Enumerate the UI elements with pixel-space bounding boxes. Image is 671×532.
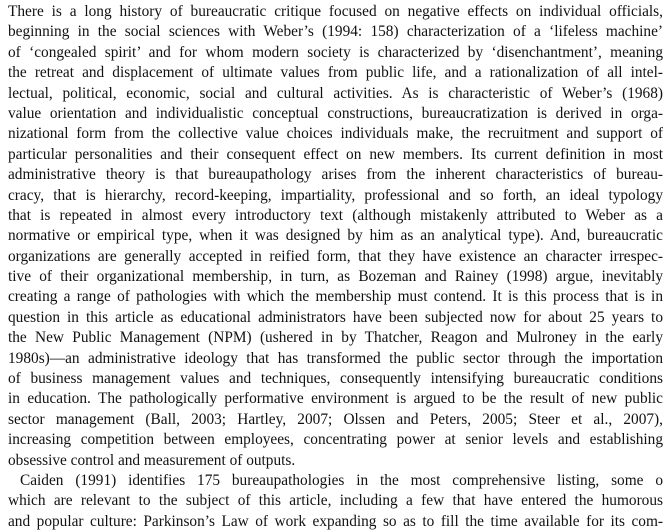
text-line: increasing competition between employees, concentrating power at senior levels and establishing — [8, 431, 663, 449]
text-line: and popular culture: Parkinson’s Law of work expanding so as to fill the time available for its com- — [8, 512, 663, 530]
text-line: the New Public Management (NPM) (ushered in by Thatcher, Reagon and Mulroney in the early — [8, 329, 663, 347]
text-line: nizational form from the collective value choices individuals make, the recruitment and support of — [8, 125, 663, 143]
text-line: normative or empirical type, when it was designed by him as an analytical type). And, bureaucratic — [8, 227, 663, 245]
text-line: in education. The pathologically performative environment is argued to be the result of new public — [8, 390, 663, 408]
text-line: organizations are generally accepted in reified form, that they have existence an character irrespec- — [8, 247, 663, 265]
paragraph-caiden-bureaupathologies — [8, 471, 663, 532]
text-line: Caiden (1991) identifies 175 bureaupathologies in the most comprehensive listing, some o — [20, 471, 663, 489]
text-line: of ‘congealed spirit’ and for whom modern society is characterized by ‘disenchantment’, meaning — [8, 43, 663, 61]
text-line: sector management (Ball, 2003; Hartley, 2007; Olssen and Peters, 2005; Steer et al., 2007), — [8, 410, 663, 428]
text-line: creating a range of pathologies with which the membership must contend. It is this process that is in — [8, 288, 663, 306]
text-line: value orientation and individualistic conceptual constructions, bureaucratization is derived in orga- — [8, 104, 663, 122]
text-line: lectual, political, economic, social and cultural activities. As is characteristic of Weber’s (1968) — [8, 84, 663, 102]
text-line: the retreat and displacement of ultimate values from public life, and a rationalization of all intel- — [8, 64, 663, 82]
text-line: There is a long history of bureaucratic critique focused on negative effects on individual officials, — [8, 3, 663, 20]
text-line: cracy, that is hierarchy, record-keeping, impartiality, professional and so forth, an ideal typology — [8, 186, 663, 204]
paragraph-bureaucratic-critique — [8, 2, 663, 471]
text-line: tive of their organizational membership, in turn, as Bozeman and Rainey (1998) argue, inevitably — [8, 268, 663, 286]
text-line: question in this article as educational administrators have been subjected now for about 25 years to — [8, 308, 663, 326]
document-page — [8, 2, 663, 532]
text-line: of business management values and techniques, consequently intensifying bureaucratic conditions — [8, 370, 663, 388]
text-line: obsessive control and measurement of outputs. — [8, 451, 296, 469]
text-line: that is repeated in almost every introductory text (although mistakenly attributed to Weber as a — [8, 206, 663, 224]
text-line: administrative theory is that bureaupathology arises from the inherent characteristics of bureau- — [8, 166, 663, 184]
text-line: 1980s)—an administrative ideology that has transformed the public sector through the importation — [8, 349, 663, 367]
text-line: beginning in the social sciences with Weber’s (1994: 158) characterization of a ‘lifeless machine’ — [8, 23, 663, 41]
text-line: which are relevant to the subject of this article, including a few that have entered the humorous — [8, 492, 663, 510]
text-line: particular personalities and their consequent effect on new members. Its current definition in most — [8, 145, 663, 163]
